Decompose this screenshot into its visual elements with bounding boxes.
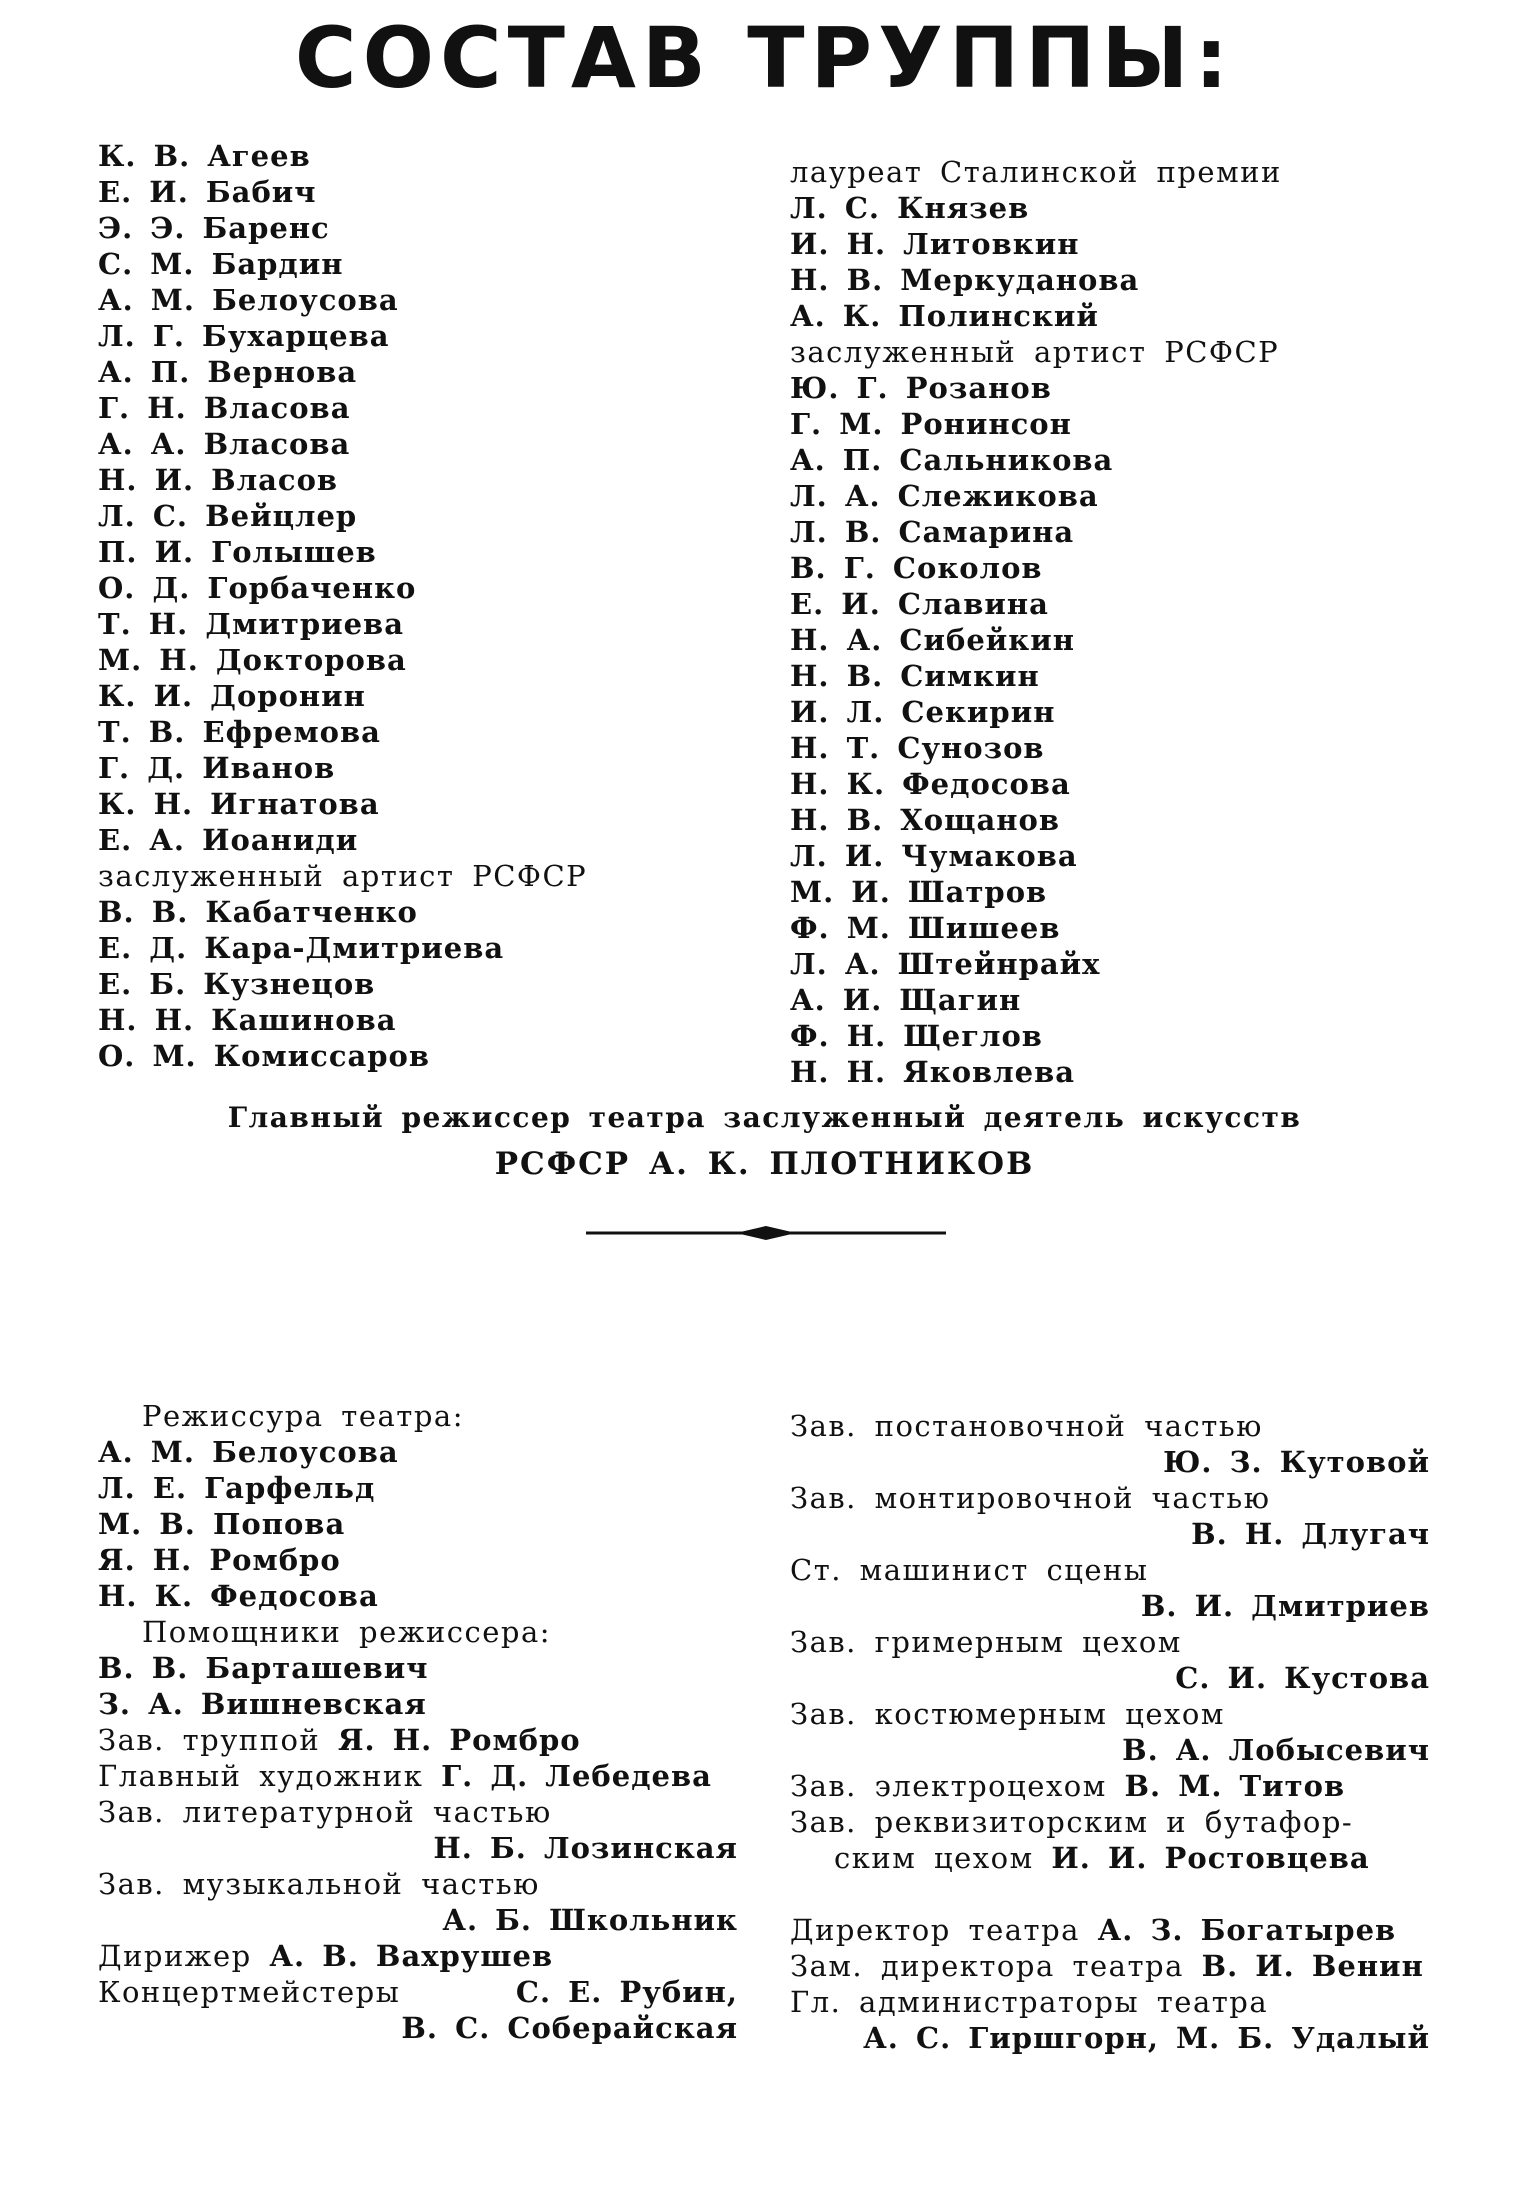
role-label: Зам. директора театра bbox=[790, 1949, 1202, 1983]
person-name: М. И. Шатров bbox=[790, 875, 1048, 909]
role-line bbox=[98, 1938, 738, 1974]
person-name: З. А. Вишневская bbox=[98, 1687, 427, 1721]
role-label: Зав. музыкальной частью bbox=[98, 1867, 540, 1901]
person-name: Ф. М. Шишеев bbox=[790, 911, 1061, 945]
person-name: А. М. Белоусова bbox=[98, 283, 399, 317]
person-name: Т. Н. Дмитриева bbox=[98, 607, 404, 641]
person-name: Л. В. Самарина bbox=[790, 515, 1075, 549]
person-name: С. М. Бардин bbox=[98, 247, 344, 281]
role-line bbox=[98, 1758, 738, 1794]
person-name: Л. И. Чумакова bbox=[790, 839, 1078, 873]
troupe-column-left bbox=[98, 138, 658, 1074]
role-line bbox=[790, 1768, 1430, 1804]
person-name: Н. В. Симкин bbox=[790, 659, 1040, 693]
person-name: Я. Н. Ромбро bbox=[337, 1723, 581, 1757]
role-label: Зав. гримерным цехом bbox=[790, 1625, 1182, 1659]
role-label: ским цехом bbox=[834, 1841, 1052, 1875]
person-name: С. И. Кустова bbox=[1175, 1661, 1430, 1695]
person-name: В. В. Кабатченко bbox=[98, 895, 418, 929]
person-name: В. И. Венин bbox=[1201, 1949, 1424, 1983]
person-name: Н. Н. Яковлева bbox=[790, 1055, 1076, 1089]
person-name: Л. Е. Гарфельд bbox=[98, 1471, 376, 1505]
person-name: Г. Д. Лебедева bbox=[441, 1759, 712, 1793]
person-name: Н. А. Сибейкин bbox=[790, 623, 1075, 657]
person-name: Е. И. Бабич bbox=[98, 175, 317, 209]
person-name: В. С. Соберайская bbox=[401, 2011, 738, 2045]
chief-director-title: Главный режиссер театра заслуженный деятель искусств bbox=[227, 1101, 1302, 1134]
chief-director-name: РСФСР А. К. ПЛОТНИКОВ bbox=[494, 1146, 1035, 1182]
person-name: Е. И. Славина bbox=[790, 587, 1049, 621]
person-name: В. Н. Длугач bbox=[1191, 1517, 1430, 1551]
staff-column-left bbox=[98, 1398, 738, 2046]
person-name: В. А. Лобысевич bbox=[1122, 1733, 1430, 1767]
role-label: Зав. постановочной частью bbox=[790, 1409, 1263, 1443]
person-name: В. И. Дмитриев bbox=[1140, 1589, 1430, 1623]
role-label: Директор театра bbox=[790, 1913, 1098, 1947]
role-label: Зав. реквизиторским и бутафор- bbox=[790, 1805, 1354, 1839]
person-name: Н. В. Хощанов bbox=[790, 803, 1061, 837]
person-name: Н. К. Федосова bbox=[98, 1579, 379, 1613]
person-name: Т. В. Ефремова bbox=[98, 715, 381, 749]
role-label: заслуженный артист РСФСР bbox=[98, 859, 588, 893]
role-label: Зав. костюмерным цехом bbox=[790, 1697, 1225, 1731]
role-line bbox=[790, 1840, 1430, 1876]
person-name: Г. Н. Власова bbox=[98, 391, 351, 425]
role-line bbox=[790, 1912, 1430, 1948]
person-name: В. М. Титов bbox=[1124, 1769, 1346, 1803]
person-name: А. П. Вернова bbox=[98, 355, 358, 389]
role-line bbox=[790, 1948, 1430, 1984]
person-name: Е. Б. Кузнецов bbox=[98, 967, 376, 1001]
person-name: В. В. Барташевич bbox=[98, 1651, 429, 1685]
person-name: И. Н. Литовкин bbox=[790, 227, 1080, 261]
ornament-divider bbox=[586, 1224, 946, 1242]
person-name: Л. С. Вейцлер bbox=[98, 499, 358, 533]
spacer bbox=[790, 1876, 1430, 1912]
person-name: А. С. Гиршгорн, М. Б. Удалый bbox=[863, 2021, 1430, 2055]
role-label: лауреат Сталинской премии bbox=[790, 155, 1282, 189]
person-name: Ю. Г. Розанов bbox=[790, 371, 1052, 405]
role-label: Главный художник bbox=[98, 1759, 442, 1793]
person-name: Н. Б. Лозинская bbox=[433, 1831, 738, 1865]
person-name: Г. Д. Иванов bbox=[98, 751, 336, 785]
person-name: О. М. Комиссаров bbox=[98, 1039, 431, 1073]
person-name: Л. С. Князев bbox=[790, 191, 1030, 225]
person-name: И. Л. Секирин bbox=[790, 695, 1056, 729]
role-label: Режиссура театра: bbox=[142, 1399, 464, 1433]
person-name: А. А. Власова bbox=[98, 427, 351, 461]
role-label: Помощники режиссера: bbox=[142, 1615, 552, 1649]
person-name: Н. И. Власов bbox=[98, 463, 339, 497]
person-name: Л. Г. Бухарцева bbox=[98, 319, 390, 353]
person-name: А. Б. Школьник bbox=[442, 1903, 738, 1937]
role-line bbox=[98, 1974, 738, 2010]
person-name: Ю. З. Кутовой bbox=[1163, 1445, 1430, 1479]
person-name: С. Е. Рубин, bbox=[515, 1975, 738, 2009]
person-name: Н. К. Федосова bbox=[790, 767, 1071, 801]
person-name: Н. Т. Сунозов bbox=[790, 731, 1045, 765]
person-name: Н. Н. Кашинова bbox=[98, 1003, 397, 1037]
person-name: О. Д. Горбаченко bbox=[98, 571, 417, 605]
person-name: Е. А. Иоаниди bbox=[98, 823, 359, 857]
person-name: К. И. Доронин bbox=[98, 679, 366, 713]
person-name: Я. Н. Ромбро bbox=[98, 1543, 341, 1577]
troupe-column-right bbox=[790, 154, 1430, 1090]
person-name: А. К. Полинский bbox=[790, 299, 1099, 333]
person-name: Ф. Н. Щеглов bbox=[790, 1019, 1043, 1053]
person-name: П. И. Голышев bbox=[98, 535, 377, 569]
person-name: А. В. Вахрушев bbox=[269, 1939, 554, 1973]
role-label: Зав. электроцехом bbox=[790, 1769, 1125, 1803]
person-name: А. П. Сальникова bbox=[790, 443, 1114, 477]
role-label: Зав. труппой bbox=[98, 1723, 338, 1757]
role-label: Зав. монтировочной частью bbox=[790, 1481, 1271, 1515]
staff-column-right bbox=[790, 1408, 1430, 2056]
person-name: Л. А. Штейнрайх bbox=[790, 947, 1101, 981]
role-label: Гл. администраторы театра bbox=[790, 1985, 1269, 2019]
person-name: Н. В. Меркуданова bbox=[790, 263, 1140, 297]
role-label: Зав. литературной частью bbox=[98, 1795, 552, 1829]
person-name: А. М. Белоусова bbox=[98, 1435, 399, 1469]
role-line bbox=[98, 1722, 738, 1758]
person-name: М. Н. Докторова bbox=[98, 643, 407, 677]
role-label: Ст. машинист сцены bbox=[790, 1553, 1149, 1587]
person-name: А. И. Щагин bbox=[790, 983, 1022, 1017]
person-name: И. И. Ростовцева bbox=[1051, 1841, 1370, 1875]
person-name: А. З. Богатырев bbox=[1097, 1913, 1397, 1947]
person-name: Е. Д. Кара-Дмитриева bbox=[98, 931, 505, 965]
person-name: К. В. Агеев bbox=[98, 139, 311, 173]
person-name: Л. А. Слежикова bbox=[790, 479, 1099, 513]
role-label: Концертмейстеры bbox=[98, 1975, 401, 2009]
person-name: Э. Э. Баренс bbox=[98, 211, 330, 245]
person-name: В. Г. Соколов bbox=[790, 551, 1043, 585]
person-name: Г. М. Ронинсон bbox=[790, 407, 1072, 441]
person-name: М. В. Попова bbox=[98, 1507, 346, 1541]
person-name: К. Н. Игнатова bbox=[98, 787, 380, 821]
role-label: Дирижер bbox=[98, 1939, 270, 1973]
page-title: СОСТАВ ТРУППЫ: bbox=[294, 9, 1235, 107]
role-label: заслуженный артист РСФСР bbox=[790, 335, 1280, 369]
